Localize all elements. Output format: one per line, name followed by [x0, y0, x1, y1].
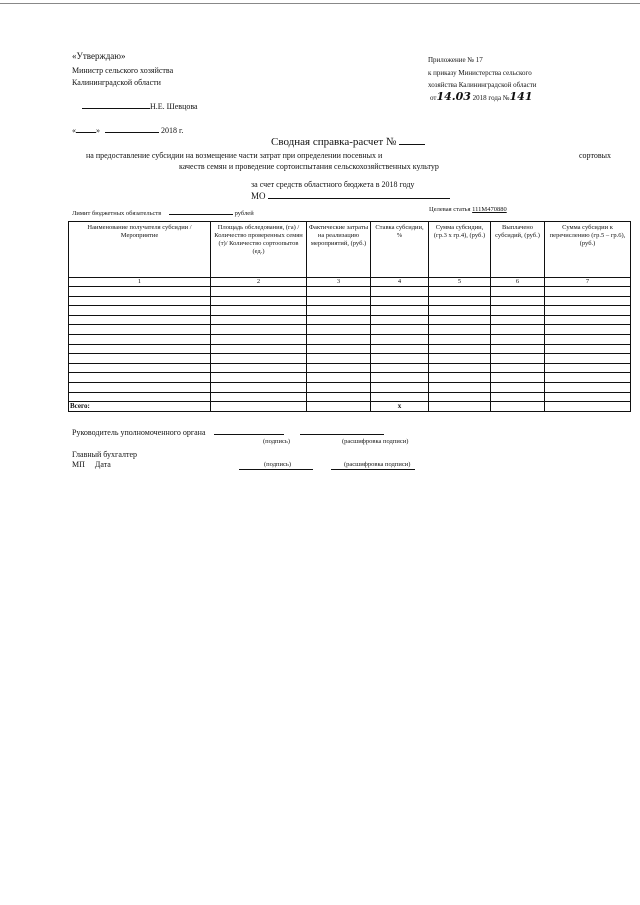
- table-cell: [371, 363, 429, 373]
- table-cell: [545, 354, 631, 364]
- table-cell: [491, 287, 545, 297]
- column-number: 1: [69, 278, 211, 287]
- column-number: 4: [371, 278, 429, 287]
- table-cell: [69, 296, 211, 306]
- subsidy-table: [68, 221, 631, 412]
- table-cell: [307, 315, 371, 325]
- appendix-date-year: 2018 года: [472, 94, 502, 102]
- table-cell: [371, 325, 429, 335]
- date-close-quote: »: [96, 126, 100, 135]
- table-row: [69, 306, 631, 316]
- total-cell: [307, 402, 371, 412]
- column-number: 5: [429, 278, 491, 287]
- table-cell: [429, 373, 491, 383]
- table-cell: [491, 354, 545, 364]
- document-title: Сводная справка-расчет №: [271, 136, 397, 148]
- table-cell: [307, 363, 371, 373]
- table-cell: [545, 325, 631, 335]
- head-signature-caption: (подпись): [263, 438, 290, 445]
- table-cell: [307, 334, 371, 344]
- table-cell: [69, 325, 211, 335]
- target-line: [429, 206, 507, 214]
- table-cell: [211, 296, 307, 306]
- table-cell: [69, 315, 211, 325]
- appendix-line2: к приказу Министерства сельского: [428, 69, 532, 77]
- table-cell: [371, 287, 429, 297]
- table-cell: [429, 325, 491, 335]
- stamp-label: МП: [72, 460, 85, 469]
- subtitle-line3: за счет средств областного бюджета в 2018 году: [251, 180, 415, 189]
- table-cell: [491, 334, 545, 344]
- head-decode-blank: [300, 426, 384, 435]
- mo-line: [251, 190, 450, 202]
- table-cell: [429, 296, 491, 306]
- total-label: Всего:: [69, 402, 211, 412]
- table-cell: [545, 296, 631, 306]
- accountant-decode-caption: (расшифровка подписи): [344, 461, 411, 468]
- table-cell: [371, 334, 429, 344]
- table-cell: [429, 287, 491, 297]
- table-cell: [545, 392, 631, 402]
- table-cell: [429, 363, 491, 373]
- column-number: 7: [545, 278, 631, 287]
- total-cell: [211, 402, 307, 412]
- total-cell: [491, 402, 545, 412]
- table-cell: [211, 287, 307, 297]
- table-cell: [69, 363, 211, 373]
- table-cell: [371, 315, 429, 325]
- table-cell: [491, 315, 545, 325]
- table-cell: [429, 334, 491, 344]
- table-cell: [545, 334, 631, 344]
- table-cell: [491, 392, 545, 402]
- header-rate: Ставка субсидии, %: [371, 222, 429, 278]
- limits-label: Лимит бюджетных обязательств: [72, 210, 162, 217]
- appendix-date-prefix: от: [430, 94, 437, 102]
- table-cell: [545, 382, 631, 392]
- header-subsidy-amount: Сумма субсидии, (гр.3 х гр.4), (руб.): [429, 222, 491, 278]
- table-cell: [307, 382, 371, 392]
- table-cell: [307, 296, 371, 306]
- table-cell: [429, 392, 491, 402]
- month-blank: [105, 124, 159, 133]
- table-cell: [371, 382, 429, 392]
- table-cell: [307, 287, 371, 297]
- table-cell: [211, 382, 307, 392]
- table-cell: [211, 363, 307, 373]
- top-border-line: [0, 3, 640, 4]
- table-row: [69, 287, 631, 297]
- table-row: [69, 373, 631, 383]
- table-cell: [429, 354, 491, 364]
- column-number: 3: [307, 278, 371, 287]
- approval-date-line: [72, 124, 183, 136]
- appendix-date-line: [430, 92, 533, 103]
- table-row: [69, 392, 631, 402]
- table-cell: [545, 306, 631, 316]
- accountant-label: Главный бухгалтер: [72, 450, 137, 459]
- table-cell: [371, 344, 429, 354]
- approval-position-line1: Министр сельского хозяйства: [72, 66, 174, 75]
- signature-blank: [82, 100, 150, 109]
- table-cell: [491, 296, 545, 306]
- table-cell: [69, 334, 211, 344]
- table-cell: [211, 344, 307, 354]
- table-cell: [371, 296, 429, 306]
- mo-blank: [268, 190, 450, 199]
- approval-position-line2: Калининградской области: [72, 78, 161, 87]
- table-cell: [69, 354, 211, 364]
- limits-unit: рублей: [234, 210, 254, 217]
- table-cell: [307, 344, 371, 354]
- table-row: [69, 354, 631, 364]
- accountant-signature-caption: (подпись): [264, 461, 291, 468]
- header-to-transfer: Сумма субсидии к перечислению (гр.5 – гр.6), (руб.): [545, 222, 631, 278]
- limits-line: [72, 206, 254, 218]
- table-row: [69, 382, 631, 392]
- table-row: [69, 344, 631, 354]
- table-row: [69, 363, 631, 373]
- table-cell: [491, 382, 545, 392]
- table-cell: [545, 315, 631, 325]
- table-cell: [371, 392, 429, 402]
- appendix-line3: хозяйства Калининградской области: [428, 81, 537, 89]
- appendix-line1: Приложение № 17: [428, 56, 483, 64]
- header-area: Площадь обследования, (га) / Количество проверенных семян (т)/ Количество сортоопытов (ед.): [211, 222, 307, 278]
- title-number-blank: [399, 136, 425, 145]
- head-decode-caption: (расшифровка подписи): [342, 438, 409, 445]
- header-recipient: Наименование получателя субсидии / Мероприятие: [69, 222, 211, 278]
- appendix-date-handwritten: 14.03: [436, 90, 471, 103]
- table-cell: [69, 373, 211, 383]
- table-cell: [69, 287, 211, 297]
- table-cell: [307, 373, 371, 383]
- document-title-line: [271, 136, 425, 149]
- limits-blank: [169, 206, 233, 215]
- approval-title: «Утверждаю»: [72, 51, 126, 61]
- table-cell: [211, 306, 307, 316]
- column-number: 2: [211, 278, 307, 287]
- table-cell: [545, 287, 631, 297]
- approval-date-year: 2018 г.: [161, 126, 184, 135]
- head-signature-blank: [214, 426, 284, 435]
- table-row: [69, 296, 631, 306]
- table-cell: [211, 334, 307, 344]
- subtitle-line1-right: сортовых: [579, 151, 611, 160]
- header-actual-costs: Фактические затраты на реализацию мероприятий, (руб.): [307, 222, 371, 278]
- table-cell: [491, 373, 545, 383]
- total-cell: [429, 402, 491, 412]
- approval-signature-line: [82, 100, 198, 112]
- table-cell: [69, 306, 211, 316]
- table-cell: [429, 315, 491, 325]
- table-cell: [429, 344, 491, 354]
- column-number: 6: [491, 278, 545, 287]
- table-cell: [429, 382, 491, 392]
- header-paid: Выплачено субсидий, (руб.): [491, 222, 545, 278]
- mo-label: МО: [251, 191, 266, 201]
- approval-signer-name: Н.Е. Шевцова: [150, 102, 198, 111]
- table-cell: [211, 373, 307, 383]
- head-label: Руководитель уполномоченного органа: [72, 428, 206, 437]
- table-cell: [491, 325, 545, 335]
- table-cell: [371, 354, 429, 364]
- table-cell: [307, 392, 371, 402]
- appendix-number-prefix: №: [502, 94, 510, 102]
- table-cell: [429, 306, 491, 316]
- appendix-number-handwritten: 141: [509, 90, 533, 103]
- table-cell: [371, 373, 429, 383]
- table-row: [69, 325, 631, 335]
- target-label: Целевая статья: [429, 206, 471, 213]
- table-header-row: [69, 222, 631, 278]
- table-cell: [491, 344, 545, 354]
- target-value: 111М470880: [472, 206, 507, 213]
- table-cell: [211, 315, 307, 325]
- subtitle-line2: качеств семян и проведение сортоиспытания сельскохозяйственных культур: [179, 162, 439, 171]
- column-number-row: [69, 278, 631, 287]
- table-row: [69, 315, 631, 325]
- total-row: [69, 402, 631, 412]
- table-cell: [69, 392, 211, 402]
- table-cell: [545, 363, 631, 373]
- table-cell: [69, 344, 211, 354]
- table-cell: [307, 325, 371, 335]
- table-cell: [211, 354, 307, 364]
- day-blank: [76, 124, 96, 133]
- table-row: [69, 334, 631, 344]
- table-cell: [371, 306, 429, 316]
- table-cell: [211, 325, 307, 335]
- subtitle-line1: на предоставление субсидии на возмещение части затрат при определении посевных и: [86, 151, 383, 160]
- table-cell: [69, 382, 211, 392]
- table-cell: [491, 306, 545, 316]
- table-cell: [545, 344, 631, 354]
- total-rate-mark: х: [371, 402, 429, 412]
- head-signature-line: [72, 426, 384, 438]
- table-cell: [211, 392, 307, 402]
- table-cell: [307, 306, 371, 316]
- table-cell: [491, 363, 545, 373]
- table-cell: [307, 354, 371, 364]
- stamp-date-line: [72, 460, 111, 470]
- date-open-quote: «: [72, 126, 76, 135]
- total-cell: [545, 402, 631, 412]
- date-label: Дата: [94, 460, 111, 469]
- table-cell: [545, 373, 631, 383]
